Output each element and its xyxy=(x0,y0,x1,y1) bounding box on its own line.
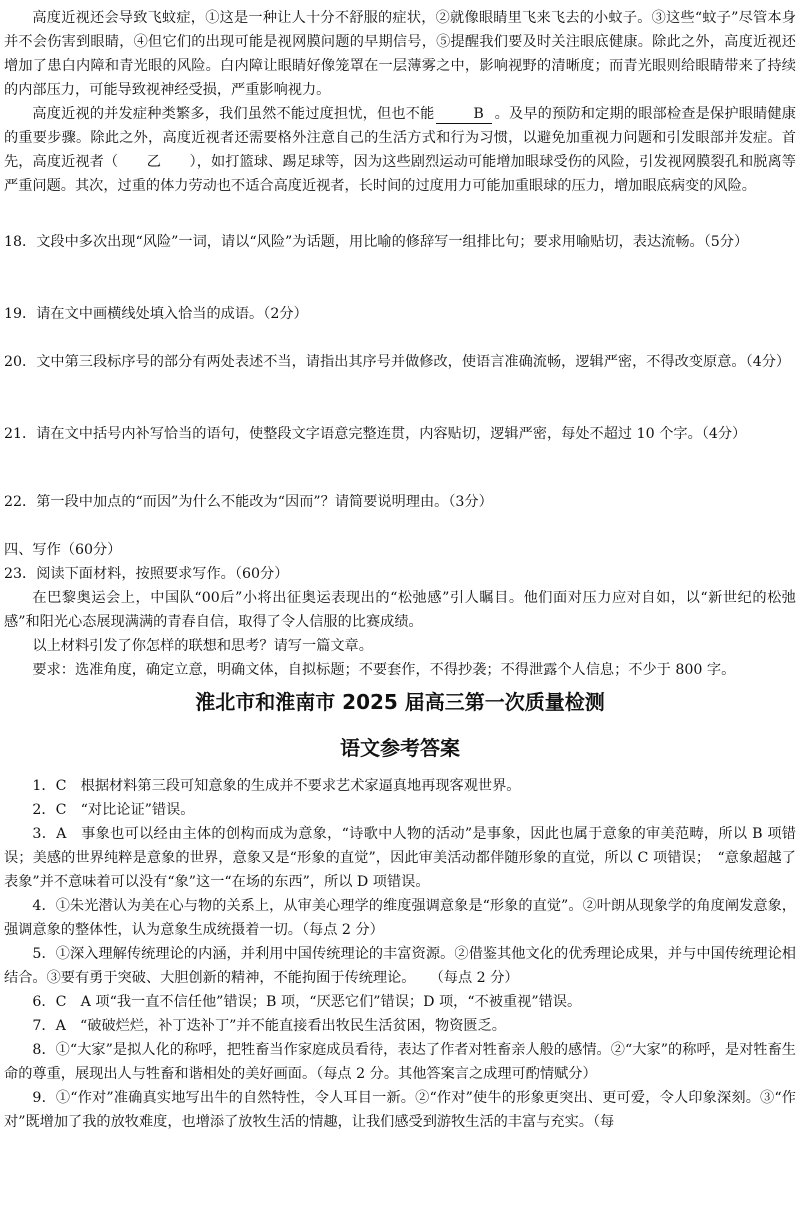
answer-2: 2．C “对比论证”错误。 xyxy=(32,802,195,818)
answer-5: 5．①深入理解传统理论的内涵，并利用中国传统理论的丰富资源。②借鉴其他文化的优秀理论成果，并与中国传统理论相结合。③要有勇于突破、大胆创新的精神，不能拘囿于传统理论。 （每点 2 分） xyxy=(4,946,796,986)
passage-paragraph-2 xyxy=(0,102,800,198)
answer-key-title: 淮北市和淮南市 2025 届高三第一次质量检测 xyxy=(195,690,605,714)
passage-paragraph-2-part-b: 。及早的预防和定期的眼部检查是保护眼睛健康的重要步骤。除此之外，高度近视者还需要格外注意自己的生活方式和行为习惯，以避免加重视力问题和引发眼部并发症。首先，高度近视者（ 乙 ），如打篮球、踢足球等，因为这些剧烈运动可能增加眼球受伤的风险，引发视网膜裂孔和脱离等严重问题。其次，过重的体力劳动也不适合高度近视者，长时间的过度用力可能加重眼球的压力，增加眼底病变的风险。 xyxy=(4,106,796,194)
question-20: 20．文中第三段标序号的部分有两处表述不当，请指出其序号并做修改，使语言准确流畅，逻辑严密，不得改变原意。（4分） xyxy=(4,354,791,370)
answer-8: 8．①“大家”是拟人化的称呼，把牲畜当作家庭成员看待，表达了作者对牲畜亲人般的感情。②“大家”的称呼，是对牲畜生命的尊重，展现出人与牲畜和谐相处的美好画面。（每点 2 分。其他答案言之成理可酌情赋分） xyxy=(4,1042,796,1082)
passage-paragraph-1: 高度近视还会导致飞蚊症，①这是一种让人十分不舒服的症状，②就像眼睛里飞来飞去的小蚊子。③这些“蚊子”尽管本身并不会伤害到眼睛，④但它们的出现可能是视网膜问题的早期信号，⑤提醒我们要及时关注眼底健康。除此之外，高度近视还增加了患白内障和青光眼的风险。白内障让眼睛好像笼罩在一层薄雾之中，影响视野的清晰度；而青光眼则给眼睛带来了持续的内部压力，可能导致视神经受损，严重影响视力。 xyxy=(4,10,796,98)
answer-1: 1．C 根据材料第三段可知意象的生成并不要求艺术家逼真地再现客观世界。 xyxy=(32,778,521,794)
writing-section-heading: 四、写作（60分） xyxy=(4,542,122,558)
passage-paragraph-2-part-a: 高度近视的并发症种类繁多，我们虽然不能过度担忧，但也不能 xyxy=(32,106,435,122)
writing-prompt: 以上材料引发了你怎样的联想和思考？请写一篇文章。 xyxy=(32,638,373,654)
fill-in-blank-b: B xyxy=(436,105,492,124)
question-23: 23．阅读下面材料，按照要求写作。（60分） xyxy=(4,566,289,582)
question-22: 22．第一段中加点的“而因”为什么不能改为“因而”？请简要说明理由。（3分） xyxy=(4,494,493,510)
answer-4: 4．①朱光潜认为美在心与物的关系上，从审美心理学的维度强调意象是“形象的直觉”。②叶朗从现象学的角度阐发意象，强调意象的整体性，认为意象生成统摄着一切。（每点 2 分） xyxy=(4,898,796,938)
writing-material: 在巴黎奥运会上，中国队“00后”小将出征奥运表现出的“松弛感”引人瞩目。他们面对压力应对自如，以“新世纪的松弛感”和阳光心态展现满满的青春自信，取得了令人信服的比赛成绩。 xyxy=(4,590,796,630)
answer-9: 9．①“作对”准确真实地写出牛的自然特性，令人耳目一新。②“作对”使牛的形象更突出、更可爱，令人印象深刻。③“作对”既增加了我的放牧难度，也增添了放牧生活的情趣，让我们感受到游牧生活的丰富与充实。（每 xyxy=(4,1090,796,1130)
answer-6: 6．C A 项“我一直不信任他”错误；B 项，“厌恶它们”错误；D 项，“不被重视”错误。 xyxy=(32,994,582,1010)
answer-3: 3．A 事象也可以经由主体的创构而成为意象，“诗歌中人物的活动”是事象，因此也属于意象的审美范畴，所以 B 项错误；美感的世界纯粹是意象的世界，意象又是“形象的直觉”，因此审美活动都伴随形象的直觉，所以 C 项错误； “意象超越了表象”并不意味着可以没有“象”这一“在场的东西”，所以 D 项错误。 xyxy=(4,826,796,890)
writing-requirement: 要求：选准角度，确定立意，明确文体，自拟标题；不要套作，不得抄袭；不得泄露个人信息；不少于 800 字。 xyxy=(32,662,736,678)
question-18: 18．文段中多次出现“风险”一词，请以“风险”为话题，用比喻的修辞写一组排比句；要求用喻贴切，表达流畅。（5分） xyxy=(4,234,749,250)
answer-key-subtitle: 语文参考答案 xyxy=(340,736,460,760)
answer-7: 7．A “破破烂烂，补丁迭补丁”并不能直接看出牧民生活贫困，物资匮乏。 xyxy=(32,1018,506,1034)
question-21: 21．请在文中括号内补写恰当的语句，使整段文字语意完整连贯，内容贴切，逻辑严密，每处不超过 10 个字。（4分） xyxy=(4,426,747,442)
question-19: 19．请在文中画横线处填入恰当的成语。（2分） xyxy=(4,306,308,322)
